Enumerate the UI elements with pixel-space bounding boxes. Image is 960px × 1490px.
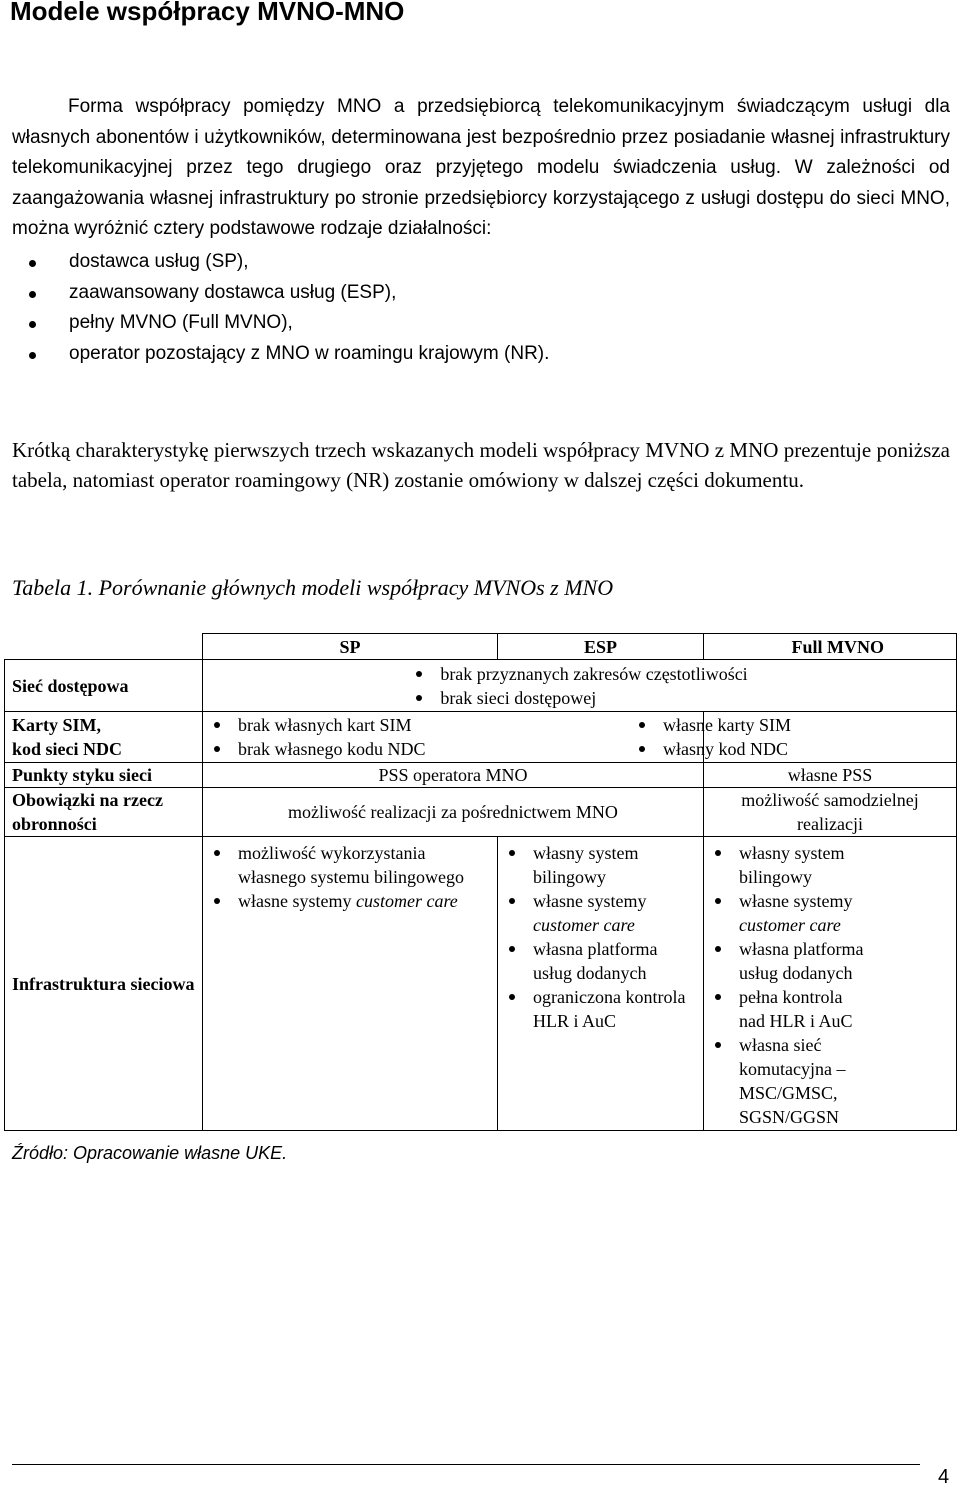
- row-label-interconnect: Punkty styku sieci: [5, 763, 203, 788]
- table-row: [5, 660, 957, 712]
- interconnect-sp-esp-cell: PSS operatora MNO: [203, 763, 704, 788]
- table-row: [5, 837, 957, 1131]
- list-item: własny system bilingowy: [710, 841, 870, 889]
- model-list: [12, 247, 549, 369]
- infra-esp-list: [504, 841, 697, 1033]
- row-label-access-network: Sieć dostępowa: [5, 660, 203, 712]
- access-network-cell: [203, 660, 957, 712]
- interconnect-full-cell: własne PSS: [704, 763, 957, 788]
- row-label-sim-line1: Karty SIM,: [12, 715, 101, 735]
- list-item: [209, 889, 468, 913]
- page-number: 4: [938, 1466, 950, 1488]
- list-item: brak własnego kodu NDC: [209, 737, 697, 761]
- infra-sp-list: [209, 841, 491, 913]
- header-full-mvno: Full MVNO: [704, 634, 957, 660]
- list-item: operator pozostający z MNO w roamingu krajowym (NR).: [12, 339, 549, 370]
- list-item: ograniczona kontrola HLR i AuC: [504, 985, 697, 1033]
- list-item-italic: customer care: [533, 915, 635, 935]
- table-row: [5, 788, 957, 837]
- row-label-sim: [5, 712, 203, 763]
- source-note: Źródło: Opracowanie własne UKE.: [12, 1143, 288, 1163]
- list-item: [504, 889, 697, 937]
- infra-esp-cell: [498, 837, 704, 1131]
- footer-divider: [12, 1464, 920, 1465]
- infra-full-list: [710, 841, 870, 1129]
- table-corner-cell: [5, 634, 203, 660]
- header-sp: SP: [203, 634, 498, 660]
- header-esp: ESP: [498, 634, 704, 660]
- row-label-sim-line2: kod sieci NDC: [12, 739, 123, 759]
- sim-full-list: [634, 713, 950, 761]
- list-item: możliwość wykorzystania własnego systemu bilingowego: [209, 841, 468, 889]
- list-item: zaawansowany dostawca usług (ESP),: [12, 278, 549, 309]
- list-item: własny kod NDC: [634, 737, 950, 761]
- infra-full-cell: [704, 837, 957, 1131]
- list-item: dostawca usług (SP),: [12, 247, 549, 278]
- table-header-row: [5, 634, 957, 660]
- list-item-italic: customer care: [355, 891, 458, 911]
- list-item-text: własne systemy: [739, 891, 853, 911]
- sim-full-cell: [663, 712, 957, 763]
- table-intro-paragraph: Krótką charakterystykę pierwszych trzech wskazanych modeli współpracy MVNO z MNO prezentuje poniższa tabela, natomiast operator roamingowy (NR) zostanie omówiony w dalszej części dokumentu.: [12, 438, 950, 493]
- defense-full-cell: możliwość samodzielnej realizacji: [704, 788, 957, 837]
- list-item: pełna kontrola nad HLR i AuC: [710, 985, 870, 1033]
- list-item-text: własne systemy: [533, 891, 647, 911]
- list-item: własny system bilingowy: [504, 841, 697, 889]
- sim-sp-esp-list: [209, 713, 697, 761]
- page-title: Modele współpracy MVNO-MNO: [10, 0, 405, 26]
- list-item: brak sieci dostępowej: [411, 686, 747, 710]
- defense-sp-esp-cell: możliwość realizacji za pośrednictwem MNO: [203, 788, 704, 837]
- list-item: [710, 889, 870, 937]
- list-item: własna platforma usług dodanych: [710, 937, 870, 985]
- row-label-defense: Obowiązki na rzecz obronności: [5, 788, 203, 837]
- list-item: pełny MVNO (Full MVNO),: [12, 308, 549, 339]
- comparison-table: [4, 633, 957, 1131]
- list-item: własna sieć komutacyjna – MSC/GMSC, SGSN/GGSN: [710, 1033, 870, 1129]
- list-item-italic: customer care: [739, 915, 841, 935]
- infra-sp-cell: [203, 837, 498, 1131]
- row-label-infrastructure: Infrastruktura sieciowa: [5, 837, 203, 1131]
- table-row: [5, 712, 957, 763]
- access-network-list: [411, 662, 747, 710]
- list-item: brak własnych kart SIM: [209, 713, 697, 737]
- list-item: własna platforma usług dodanych: [504, 937, 697, 985]
- sim-sp-esp-cell: [203, 712, 704, 763]
- table-caption: Tabela 1. Porównanie głównych modeli współpracy MVNOs z MNO: [12, 575, 614, 600]
- list-item: własne karty SIM: [634, 713, 950, 737]
- table-row: [5, 763, 957, 788]
- list-item-text: własne systemy: [238, 891, 356, 911]
- list-item: brak przyznanych zakresów częstotliwości: [411, 662, 747, 686]
- intro-paragraph: Forma współpracy pomiędzy MNO a przedsiębiorcą telekomunikacyjnym świadczącym usługi dla własnych abonentów i użytkowników, determinowana jest bezpośrednio przez posiadanie własnej infrastruktury telekomunikacyjnej przez tego drugiego oraz przyjętego modelu świadczenia usług. W zależności od zaangażowania własnej infrastruktury po stronie przedsiębiorcy korzystającego z usługi dostępu do sieci MNO, można wyróżnić cztery podstawowe rodzaje działalności:: [12, 96, 950, 240]
